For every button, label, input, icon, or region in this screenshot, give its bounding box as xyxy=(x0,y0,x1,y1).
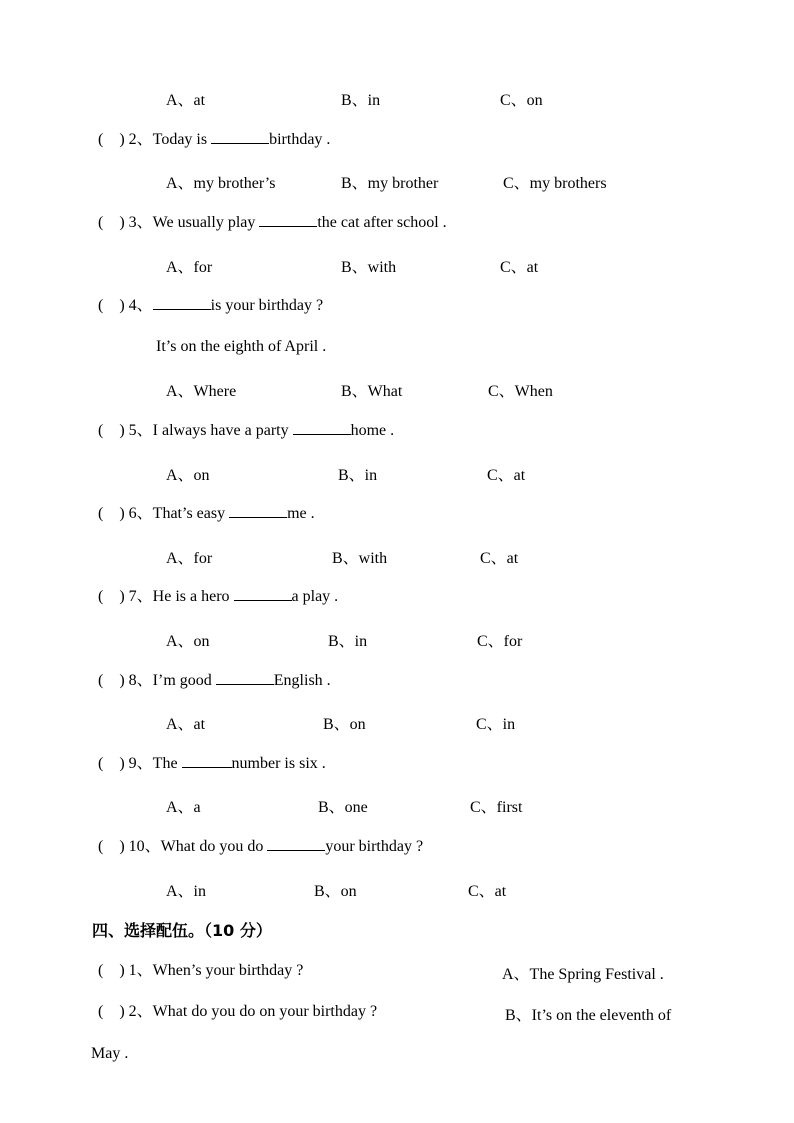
question-text-pre: I’m good xyxy=(152,672,216,689)
question-number: 10、 xyxy=(128,838,161,855)
match-option-b-continuation: May . xyxy=(91,1045,129,1062)
question-number: 5、 xyxy=(128,422,153,439)
fill-blank[interactable] xyxy=(293,420,351,435)
q1-option-b: B、in xyxy=(341,92,381,109)
q9-option-b: B、one xyxy=(318,799,368,816)
question-7 xyxy=(98,586,338,607)
question-9 xyxy=(98,753,326,774)
answer-paren: ( ) xyxy=(98,422,125,439)
question-text-pre: He is a hero xyxy=(152,588,234,605)
q8-option-a: A、at xyxy=(166,716,206,733)
q3-option-a: A、for xyxy=(166,259,213,276)
q10-option-b: B、on xyxy=(314,883,357,900)
fill-blank[interactable] xyxy=(229,503,287,518)
question-text-post: home . xyxy=(350,422,395,439)
question-10 xyxy=(98,836,423,857)
q7-option-c: C、for xyxy=(477,633,523,650)
q3-option-b: B、with xyxy=(341,259,397,276)
q3-option-c: C、at xyxy=(500,259,539,276)
question-text-pre: The xyxy=(152,755,182,772)
answer-paren: ( ) xyxy=(98,755,125,772)
question-text-post: English . xyxy=(273,672,331,689)
question-text-post: your birthday ? xyxy=(325,838,424,855)
question-2 xyxy=(98,129,330,150)
q5-option-b: B、in xyxy=(338,467,378,484)
q7-option-a: A、on xyxy=(166,633,210,650)
q2-option-c: C、my brothers xyxy=(503,175,607,192)
question-text-pre: We usually play xyxy=(152,214,260,231)
question-number: 2、 xyxy=(128,131,153,148)
question-5 xyxy=(98,420,394,441)
answer-paren: ( ) xyxy=(98,588,125,605)
q7-option-b: B、in xyxy=(328,633,368,650)
question-8 xyxy=(98,670,331,691)
question-number: 8、 xyxy=(128,672,153,689)
answer-paren: ( ) xyxy=(98,672,125,689)
q8-option-b: B、on xyxy=(323,716,366,733)
question-number: 9、 xyxy=(128,755,153,772)
match-question-2 xyxy=(98,1002,377,1022)
q6-option-b: B、with xyxy=(332,550,388,567)
question-number: 3、 xyxy=(128,214,153,231)
match-question-1 xyxy=(98,961,303,981)
question-6 xyxy=(98,503,315,524)
question-number: 2、 xyxy=(128,1003,153,1020)
answer-paren: ( ) xyxy=(98,1003,125,1020)
q5-option-c: C、at xyxy=(487,467,526,484)
fill-blank[interactable] xyxy=(182,753,232,768)
q6-option-c: C、at xyxy=(480,550,519,567)
answer-paren: ( ) xyxy=(98,505,125,522)
question-text-pre: What do you do xyxy=(160,838,268,855)
q9-option-a: A、a xyxy=(166,799,201,816)
fill-blank[interactable] xyxy=(211,129,269,144)
question-text-pre: Today is xyxy=(152,131,212,148)
q8-option-c: C、in xyxy=(476,716,516,733)
question-number: 7、 xyxy=(128,588,153,605)
q4-option-a: A、Where xyxy=(166,383,237,400)
answer-paren: ( ) xyxy=(98,838,125,855)
q9-option-c: C、first xyxy=(470,799,523,816)
q1-option-a: A、at xyxy=(166,92,206,109)
q4-answer-sentence: It’s on the eighth of April . xyxy=(156,338,327,355)
match-option-a: A、The Spring Festival . xyxy=(502,966,664,983)
question-text-pre: I always have a party xyxy=(152,422,293,439)
q1-option-c: C、on xyxy=(500,92,543,109)
question-text-post: a play . xyxy=(291,588,339,605)
question-text-post: number is six . xyxy=(231,755,326,772)
answer-paren: ( ) xyxy=(98,131,125,148)
question-4 xyxy=(98,295,323,316)
q2-option-a: A、my brother’s xyxy=(166,175,276,192)
q4-option-c: C、When xyxy=(488,383,553,400)
q10-option-c: C、at xyxy=(468,883,507,900)
fill-blank[interactable] xyxy=(259,212,317,227)
q4-option-b: B、What xyxy=(341,383,403,400)
question-text-post: me . xyxy=(287,505,315,522)
answer-paren: ( ) xyxy=(98,962,125,979)
question-text: What do you do on your birthday ? xyxy=(152,1003,378,1020)
question-number: 4、 xyxy=(128,297,153,314)
question-text-post: the cat after school . xyxy=(317,214,447,231)
fill-blank[interactable] xyxy=(216,670,274,685)
q10-option-a: A、in xyxy=(166,883,207,900)
question-text: When’s your birthday ? xyxy=(152,962,304,979)
match-option-b: B、It’s on the eleventh of xyxy=(505,1007,672,1024)
fill-blank[interactable] xyxy=(153,295,211,310)
question-number: 6、 xyxy=(128,505,153,522)
fill-blank[interactable] xyxy=(234,586,292,601)
answer-paren: ( ) xyxy=(98,214,125,231)
question-number: 1、 xyxy=(128,962,153,979)
question-text-pre: That’s easy xyxy=(152,505,230,522)
section-4-title: 四、选择配伍。（10 分） xyxy=(92,921,272,940)
answer-paren: ( ) xyxy=(98,297,125,314)
q6-option-a: A、for xyxy=(166,550,213,567)
q5-option-a: A、on xyxy=(166,467,210,484)
fill-blank[interactable] xyxy=(267,836,325,851)
question-3 xyxy=(98,212,447,233)
q2-option-b: B、my brother xyxy=(341,175,439,192)
question-text-post: is your birthday ? xyxy=(210,297,324,314)
question-text-post: birthday . xyxy=(269,131,331,148)
